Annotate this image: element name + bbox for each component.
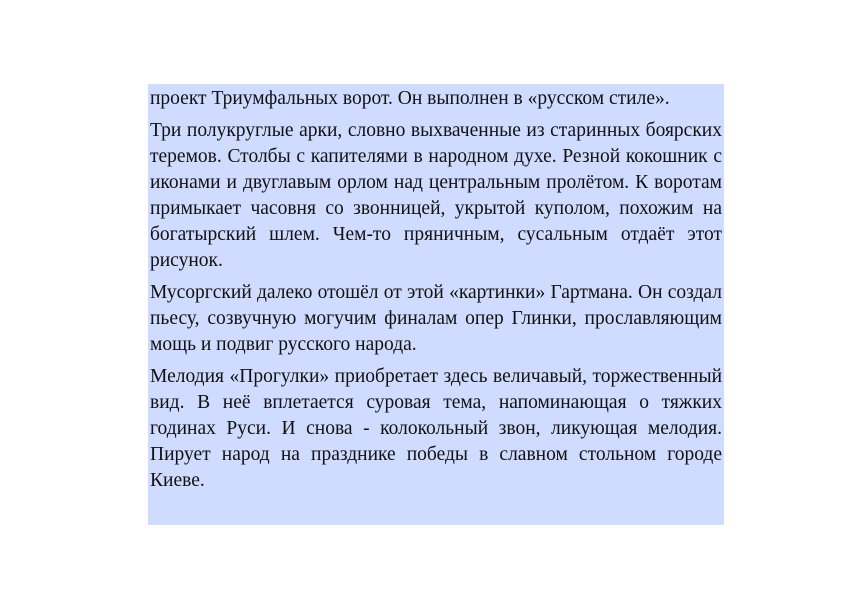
paragraph-2: Три полукруглые арки, словно выхваченные из старинных боярских теремов. Столбы с капителями в народном духе. Резной кокошник с иконами и двуглавым орлом над центральным пролётом. К воротам примыкает часовня со звонницей, укрытой куполом, похожим на богатырский шлем. Чем-то пряничным, сусальным отдаёт этот рисунок.: [150, 120, 722, 271]
paragraph-3: Мусоргский далеко отошёл от этой «картинки» Гартмана. Он создал пьесу, созвучную могучим финалам опер Глинки, прославляющим мощь и подвиг русского народа.: [150, 282, 722, 355]
paragraph-4: Мелодия «Прогулки» приобретает здесь величавый, торжественный вид. В неё вплетается суровая тема, напоминающая о тяжких годинах Руси. И снова - колокольный звон, ликующая мелодия. Пирует народ на празднике победы в славном стольном городе Киеве.: [150, 366, 722, 491]
paragraph-1: проект Триумфальных ворот. Он выполнен в «русском стиле».: [150, 88, 670, 109]
text-box: [148, 84, 724, 525]
